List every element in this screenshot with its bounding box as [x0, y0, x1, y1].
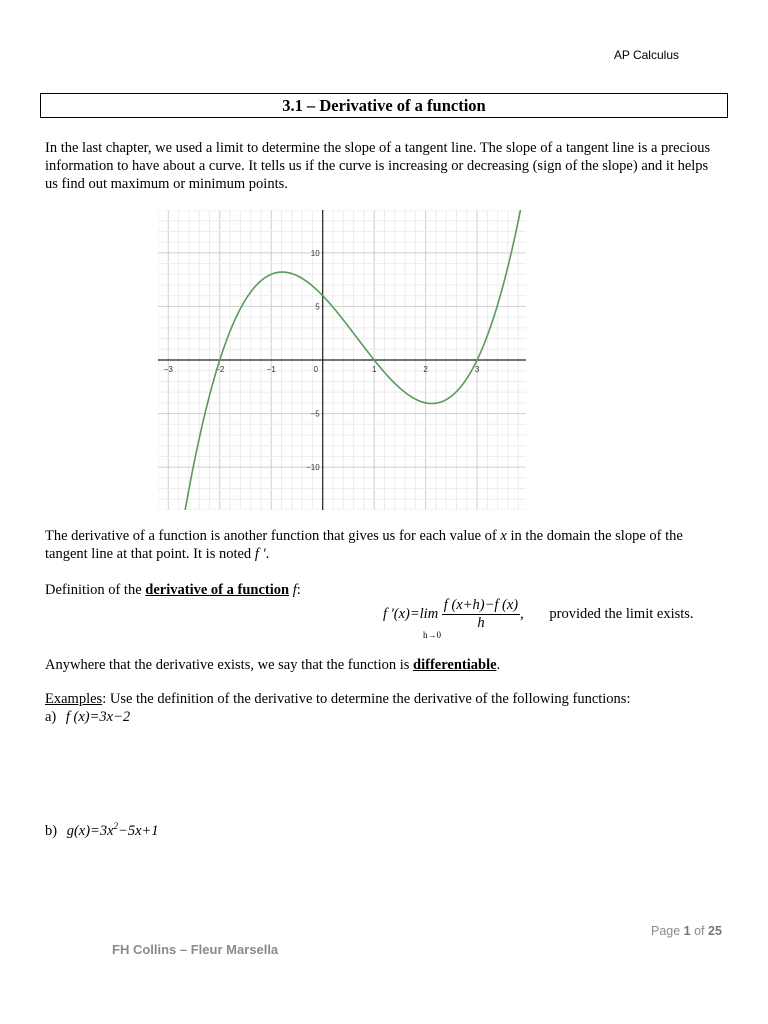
example-b-expression: $g(x)=3x^2-5x+1$ [66, 821, 159, 839]
limit-subscript: h→0 [423, 630, 441, 640]
derivative-notation: f ' [254, 546, 266, 562]
example-b [45, 817, 721, 840]
example-a-expression: f (x)=3x−2 [65, 709, 131, 725]
quotient-numerator: f (x+h)−f (x) [443, 597, 519, 613]
examples-heading: Examples [45, 691, 103, 707]
y-tick-label: −5 [310, 409, 320, 419]
example-b-label: b) [45, 822, 58, 839]
chart-axes [158, 210, 526, 510]
definition-colon: : [296, 582, 301, 598]
derivative-formula [383, 597, 694, 640]
function-graph [158, 210, 526, 510]
example-a [45, 708, 721, 726]
period: . [265, 546, 270, 562]
definition-var: f [292, 582, 297, 598]
examples-line [45, 690, 721, 708]
page-number: Page 1 of 25 [651, 924, 722, 938]
formula-lhs: f '(x)=lim h→0 [383, 606, 441, 640]
derivative-intro-text: The derivative of a function is another function that gives us for each value of [45, 528, 501, 544]
footer-author: FH Collins – Fleur Marsella [112, 942, 279, 957]
intro-paragraph: In the last chapter, we used a limit to determine the slope of a tangent line. The slope of a tangent line is a precious information to have about a curve. It tells us if the curve is increasing or decreasing (sign of the slope) and it helps us find out maximum or minimum points. [45, 140, 711, 192]
differentiable-lead: Anywhere that the derivative exists, we say that the function is [45, 657, 414, 673]
x-tick-label: −1 [266, 365, 276, 374]
x-tick-label: 0 [313, 365, 318, 374]
definition-lead: Definition of the [45, 582, 146, 598]
x-tick-label: 2 [423, 365, 428, 374]
x-tick-label: 3 [474, 365, 480, 374]
x-tick-label: −3 [163, 365, 173, 374]
examples-text: : Use the definition of the derivative to determine the derivative of the following functions: [102, 691, 631, 707]
period: . [496, 657, 501, 673]
differentiable-term: differentiable [413, 657, 497, 673]
x-tick-label: 1 [371, 365, 377, 374]
difference-quotient [442, 597, 520, 632]
variable-x: x [500, 528, 507, 544]
definition-term: derivative of a function [145, 582, 290, 598]
limit-condition: provided the limit exists. [549, 606, 694, 622]
example-a-label: a) [45, 709, 57, 725]
derivative-intro-text-2: in the domain the slope of the tangent line at that point. It is noted [45, 528, 683, 562]
page-title: 3.1 – Derivative of a function [40, 93, 728, 118]
y-tick-label: 10 [310, 248, 320, 258]
header-course: AP Calculus [613, 48, 679, 62]
y-tick-label: 5 [315, 302, 320, 312]
differentiable-line [45, 656, 721, 674]
derivative-intro [45, 527, 721, 563]
quotient-denominator: h [477, 615, 485, 631]
x-tick-label: −2 [215, 365, 225, 374]
formula-comma: , [520, 605, 524, 622]
y-tick-label: −10 [306, 463, 320, 473]
